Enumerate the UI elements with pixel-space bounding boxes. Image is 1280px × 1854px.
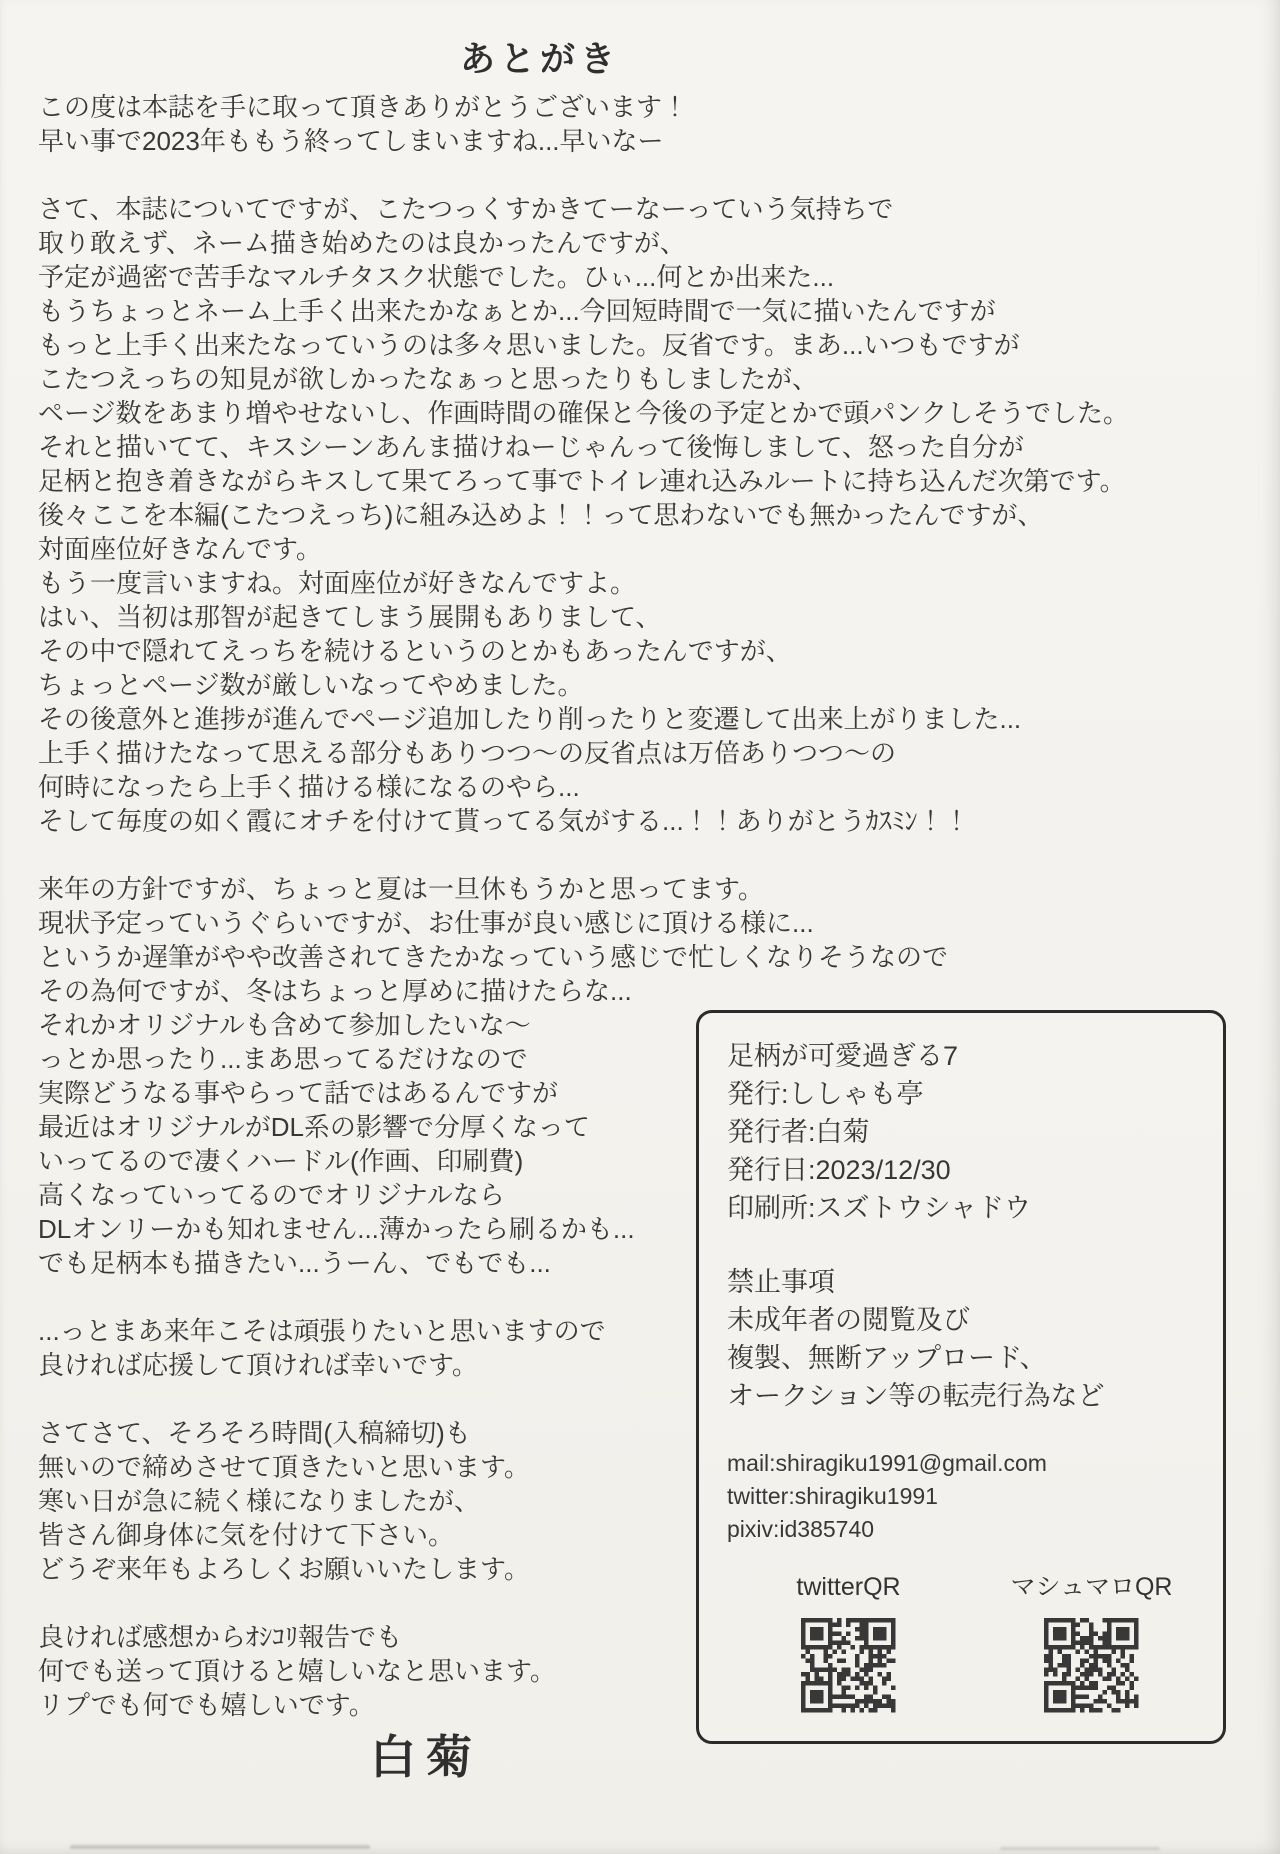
- text-line: 後々ここを本編(こたつえっち)に組み込めよ！！って思わないでも無かったんですが、: [38, 500, 1044, 530]
- text-line: 無いので締めさせて頂きたいと思います。: [38, 1452, 530, 1482]
- contact-section: [727, 1447, 1213, 1546]
- text-line: どうぞ来年もよろしくお願いいたします。: [38, 1554, 530, 1584]
- text-line: もう一度言いますね。対面座位が好きなんですよ。: [38, 568, 637, 598]
- twitter-qr-column: [727, 1572, 970, 1718]
- text-line: っとか思ったり...まあ思ってるだけなので: [38, 1044, 528, 1074]
- text-line: こたつえっちの知見が欲しかったなぁっと思ったりもしましたが、: [38, 364, 819, 394]
- author-signature: 白菊: [370, 1731, 482, 1783]
- prohibited-line: 複製、無断アップロード、: [727, 1343, 1047, 1373]
- text-line: 実際どうなる事やらって話ではあるんですが: [38, 1078, 559, 1108]
- text-line: [38, 838, 1230, 872]
- text-line: でも足柄本も描きたい...うーん、でもでも...: [38, 1248, 551, 1278]
- text-line: 何時になったら上手く描ける様になるのやら...: [38, 772, 580, 802]
- twitter-qr-code: [801, 1618, 896, 1713]
- text-line: 皆さん御身体に気を付けて下さい。: [38, 1520, 455, 1550]
- text-line: DLオンリーかも知れません...薄かったら刷るかも...: [38, 1214, 635, 1244]
- text-line: 上手く描けたなって思える部分もありつつ〜の反省点は万倍ありつつ〜の: [38, 738, 897, 768]
- text-line: 何でも送って頂けると嬉しいなと思います。: [38, 1656, 556, 1686]
- text-line: 対面座位好きなんです。: [38, 534, 322, 564]
- text-line: 早い事で2023年ももう終ってしまいますね...早いなー: [38, 126, 664, 156]
- page-title: あとがき: [459, 40, 620, 79]
- colophon-line: 足柄が可愛過ぎる7: [727, 1041, 959, 1071]
- text-line: [38, 158, 1230, 192]
- text-line: ページ数をあまり増やせないし、作画時間の確保と今後の予定とかで頭パンクしそうでした。: [38, 398, 1129, 428]
- text-line: その後意外と進捗が進んでページ追加したり削ったりと変遷して出来上がりました...: [38, 704, 1022, 734]
- contact-line: mail:shiragiku1991@gmail.com: [727, 1450, 1047, 1476]
- text-line: さて、本誌についてですが、こたつっくすかきてーなーっていう気持ちで: [38, 194, 894, 224]
- qr-section: [727, 1572, 1213, 1718]
- publication-info: [727, 1037, 1213, 1227]
- text-line: その為何ですが、冬はちょっと厚めに描けたらな...: [38, 976, 632, 1006]
- scan-smudge-right: [1000, 1847, 1160, 1850]
- marshmallow-qr-code: [1044, 1618, 1139, 1713]
- text-line: 高くなっていってるのでオリジナルなら: [38, 1180, 505, 1210]
- colophon-line: 発行日:2023/12/30: [727, 1155, 951, 1185]
- prohibited-section: [727, 1263, 1213, 1415]
- text-line: 良ければ感想からｵｼｺﾘ報告でも: [38, 1622, 403, 1652]
- text-line: 予定が過密で苦手なマルチタスク状態でした。ひぃ...何とか出来た...: [38, 262, 835, 292]
- text-line: ちょっとページ数が厳しいなってやめました。: [38, 670, 584, 700]
- text-line: この度は本誌を手に取って頂きありがとうございます！: [38, 92, 689, 122]
- text-line: はい、当初は那智が起きてしまう展開もありまして、: [38, 602, 662, 632]
- scan-smudge: [70, 1845, 370, 1849]
- text-line: 寒い日が急に続く様になりましたが、: [38, 1486, 481, 1516]
- colophon-line: 印刷所:スズトウシャドウ: [727, 1193, 1031, 1223]
- marshmallow-qr-label: マシュマロQR: [1010, 1573, 1173, 1601]
- text-line: もっと上手く出来たなっていうのは多々思いました。反省です。まあ...いつもですが: [38, 330, 1020, 360]
- text-line: それと描いてて、キスシーンあんま描けねーじゃんって後悔しまして、怒った自分が: [38, 432, 1024, 462]
- colophon-line: 発行:ししゃも亭: [727, 1079, 924, 1109]
- text-line: リプでも何でも嬉しいです。: [38, 1690, 375, 1720]
- text-line: いってるので凄くハードル(作画、印刷費): [38, 1146, 524, 1176]
- text-line: さてさて、そろそろ時間(入稿締切)も: [38, 1418, 471, 1448]
- colophon-box: [696, 1010, 1226, 1744]
- text-line: それかオリジナルも含めて参加したいな〜: [38, 1010, 531, 1040]
- colophon-line: 発行者:白菊: [727, 1117, 870, 1147]
- contact-line: pixiv:id385740: [727, 1516, 875, 1542]
- text-line: もうちょっとネーム上手く出来たかなぁとか...今回短時間で一気に描いたんですが: [38, 296, 996, 326]
- text-line: 来年の方針ですが、ちょっと夏は一旦休もうかと思ってます。: [38, 874, 764, 904]
- marshmallow-qr-column: [970, 1572, 1213, 1718]
- twitter-qr-label: twitterQR: [796, 1573, 901, 1601]
- text-line: 足柄と抱き着きながらキスして果てろって事でトイレ連れ込みルートに持ち込んだ次第です。: [38, 466, 1126, 496]
- text-line: そして毎度の如く霞にオチを付けて貰ってる気がする...！！ありがとうｶｽﾐﾝ！！: [38, 806, 970, 836]
- body-text-upper: [38, 90, 1230, 1008]
- afterword-body: [38, 90, 1230, 1786]
- text-line: ...っとまあ来年こそは頑張りたいと思いますので: [38, 1316, 606, 1346]
- text-line: 最近はオリジナルがDL系の影響で分厚くなって: [38, 1112, 590, 1142]
- text-line: 取り敢えず、ネーム描き始めたのは良かったんですが、: [38, 228, 686, 258]
- prohibited-line: 禁止事項: [727, 1267, 835, 1297]
- contact-line: twitter:shiragiku1991: [727, 1483, 938, 1509]
- text-line: その中で隠れてえっちを続けるというのとかもあったんですが、: [38, 636, 792, 666]
- text-line: というか遅筆がやや改善されてきたかなっていう感じで忙しくなりそうなので: [38, 942, 949, 972]
- text-line: 現状予定っていうぐらいですが、お仕事が良い感じに頂ける様に...: [38, 908, 814, 938]
- prohibited-line: オークション等の転売行為など: [727, 1381, 1105, 1411]
- text-line: 良ければ応援して頂ければ幸いです。: [38, 1350, 478, 1380]
- prohibited-line: 未成年者の閲覧及び: [727, 1305, 970, 1335]
